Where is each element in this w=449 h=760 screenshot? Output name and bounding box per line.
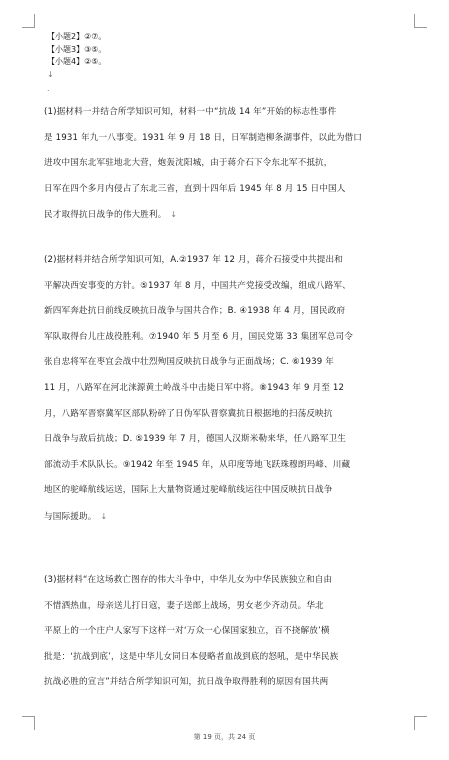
text-line: 日军在四个多月内侵占了东北三省，直到十四年后 1945 年 8 月 15 日中国人 [44,183,346,194]
small-mark: . [47,84,50,93]
text-line: 部流动手术队队长。⑨1942 年至 1945 年，从印度等地飞跃珠穆朗玛峰、川藏 [44,459,351,470]
crop-mark-top-right-h [414,27,427,28]
text-line: 平原上的一个庄户人家写下这样一对‘万众一心保国家独立，百不挠解放’横 [44,626,330,637]
text-line: 11 月，八路军在河北涞源黄土岭战斗中击毙日军中将。⑧1943 年 9 月至 12 [44,382,345,393]
text-line: 抗战必胜的宣言”并结合所学知识可知，抗日战争取得胜利的原因有国共两 [44,677,329,688]
crop-mark-top-right [414,14,415,28]
text-line: 进攻中国东北军驻地北大营，炮轰沈阳城，由于蒋介石下令东北军不抵抗， [44,158,333,169]
paragraph-3 [44,568,412,696]
text-line: (1)据材料一并结合所学知识可知，材料一中“抗战 14 年”开始的标志性事件 [44,107,337,117]
text-line: 张自忠将军在枣宜会战中壮烈殉国反映抗日战争与正面战场；C. ⑥1939 年 [44,357,334,368]
return-mark: ↓ [100,511,108,521]
text-line: 月，八路军晋察冀军区部队粉碎了日伪军队晋察冀抗日根据地的扫荡反映抗 [44,408,333,419]
text-line: (2)据材料并结合所学知识可知，A.②1937 年 12 月，蒋介石接受中共提出和 [44,255,343,265]
crop-mark-bottom-right-h [414,716,427,717]
crop-mark-bottom-left-h [22,716,35,717]
text-line: 民才取得抗日战争的伟大胜利。 ↓ [44,210,178,221]
answer-list [47,31,106,69]
text-line: 是 1931 年九一八事变。1931 年 9 月 18 日，日军制造柳条湖事件，以此为借口 [44,132,363,143]
paragraph-1 [44,100,412,228]
text-line: 军队取得台儿庄战役胜利。⑦1940 年 5 月至 6 月，国民党第 33 集团军总司令 [44,331,354,342]
text-line: (3)据材料“在这场救亡图存的伟大斗争中，中华儿女为中华民族独立和自由 [44,575,333,585]
page-footer: 第 19 页，共 24 页 [193,733,256,741]
return-mark: ↓ [170,210,178,220]
answer-item: 【小题2】②⑦。 [47,32,107,41]
paragraph-return-mark: ↓ [47,70,54,79]
text-line: 日战争与敌后抗战；D. ⑤1939 年 7 月，德国人汉斯米勒来华，任八路军卫生 [44,434,346,445]
text-line: 与国际援助。 ↓ [44,511,108,522]
answer-item: 【小题4】②⑤。 [47,57,107,66]
text-line: 新四军奔赴抗日前线反映抗日战争与国共合作；B. ④1938 年 4 月，国民政府 [44,306,346,317]
crop-mark-top-left [34,14,35,28]
text-line: 平解决西安事变的方针。⑤1937 年 8 月，中国共产党接受改编，组成八路军、 [44,280,351,291]
crop-mark-bottom-right [414,716,415,730]
text-line: 不惜洒热血，母亲送儿打日寇，妻子送郎上战场，男女老少齐动员。华北 [44,600,324,611]
text-line: 地区的驼峰航线运送，国际上大量物资通过驼峰航线运往中国反映抗日战争 [44,485,333,496]
text-line: 批是：‘抗战到底’，这是中华儿女同日本侵略者血战到底的怒吼，是中华民族 [44,651,339,662]
crop-mark-top-left-h [22,27,35,28]
paragraph-2 [44,248,412,530]
answer-item: 【小题3】③⑤。 [47,44,107,54]
crop-mark-bottom-left [34,716,35,730]
